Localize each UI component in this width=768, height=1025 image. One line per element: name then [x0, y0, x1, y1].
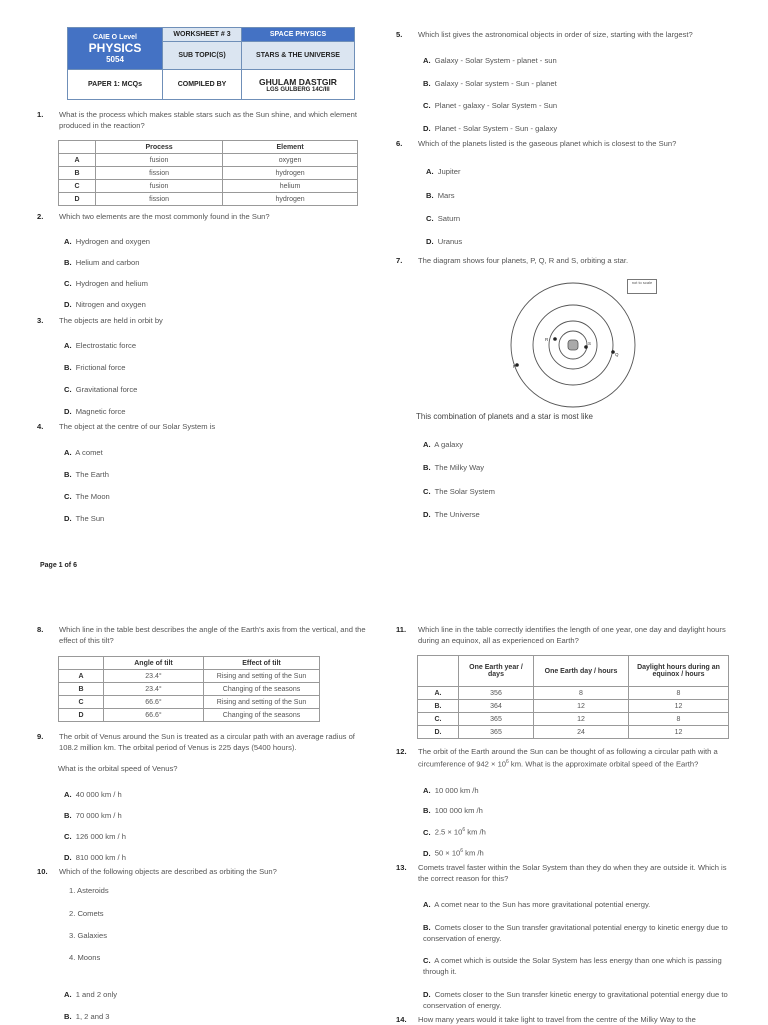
question-number: 5.	[396, 30, 403, 39]
option-unit: km /h	[463, 848, 484, 858]
table-corner	[59, 141, 96, 154]
option-letter: D.	[423, 510, 431, 519]
q9-option-d[interactable]	[64, 853, 126, 862]
question-5	[396, 29, 736, 40]
q2-option-a[interactable]	[64, 237, 150, 246]
q7-follow-text: This combination of planets and a star is most like	[416, 412, 593, 421]
row-label: A	[59, 154, 96, 167]
table-row	[418, 687, 729, 700]
table-row	[59, 709, 320, 722]
table-header: Process	[96, 141, 223, 154]
option-text: Galaxy - Solar system - Sun - planet	[434, 79, 557, 88]
option-letter: C.	[64, 385, 72, 394]
table-corner	[59, 657, 104, 670]
option-text: 126 000 km / h	[75, 832, 126, 841]
option-letter: C.	[64, 832, 72, 841]
table-cell: 12	[629, 700, 729, 713]
option-letter: A.	[423, 786, 431, 795]
q7-option-d[interactable]	[423, 510, 480, 519]
question-14	[396, 1014, 736, 1025]
table-row	[418, 726, 729, 739]
question-number: 6.	[396, 139, 403, 148]
subject-title: PHYSICS	[88, 40, 142, 55]
table-cell: fusion	[96, 180, 223, 193]
table-cell: 66.6°	[104, 696, 204, 709]
option-text: The Solar System	[434, 487, 495, 496]
option-text: The Milky Way	[434, 463, 485, 472]
question-number: 13.	[396, 863, 407, 872]
table-row	[59, 154, 358, 167]
q13-option-a[interactable]	[423, 900, 728, 909]
option-letter: B.	[423, 463, 431, 472]
option-letter: A.	[64, 990, 72, 999]
table-cell: 356	[459, 687, 534, 700]
table-row	[59, 670, 320, 683]
option-text: 1, 2 and 3	[75, 1012, 110, 1021]
option-text: Gravitational force	[75, 385, 138, 394]
option-text: Nitrogen and oxygen	[75, 300, 146, 309]
q4-option-b[interactable]	[64, 470, 109, 479]
q10-option-a[interactable]	[64, 990, 117, 999]
not-to-scale-box: not to scale	[627, 279, 657, 294]
option-text: Electrostatic force	[75, 341, 137, 350]
q9-option-a[interactable]	[64, 790, 122, 799]
option-letter: B.	[64, 258, 72, 267]
table-cell: 23.4°	[104, 683, 204, 696]
table-header: Element	[223, 141, 358, 154]
option-letter: B.	[426, 191, 434, 200]
question-8	[37, 624, 367, 646]
option-letter: B.	[64, 811, 72, 820]
option-text: The Sun	[75, 514, 105, 523]
question-number: 11.	[396, 625, 407, 634]
q13-option-c[interactable]	[423, 955, 723, 977]
question-text: The diagram shows four planets, P, Q, R and S, orbiting a star.	[418, 256, 629, 265]
table-header: Effect of tilt	[204, 657, 320, 670]
q13-option-b[interactable]	[423, 922, 728, 944]
q8-table	[58, 656, 320, 722]
row-label: D	[59, 709, 104, 722]
table-cell: hydrogen	[223, 167, 358, 180]
option-text: Uranus	[437, 237, 463, 246]
table-corner	[418, 656, 459, 687]
topic-label: SPACE PHYSICS	[242, 28, 355, 42]
table-cell: 8	[629, 713, 729, 726]
q10-option-b[interactable]	[64, 1012, 110, 1021]
table-cell: 66.6°	[104, 709, 204, 722]
row-label: C.	[418, 713, 459, 726]
table-row	[59, 683, 320, 696]
option-text: A galaxy	[434, 440, 464, 449]
option-letter: B.	[423, 79, 431, 88]
question-text: Which list gives the astronomical objects in order of size, starting with the largest?	[418, 30, 693, 39]
q12-option-d[interactable]	[423, 848, 484, 858]
q6-option-c[interactable]	[426, 214, 460, 223]
option-text: 10 000 km /h	[434, 786, 479, 795]
q10-item-2: 2. Comets	[69, 909, 104, 918]
exponent: 6	[462, 827, 466, 833]
option-letter: C.	[423, 487, 431, 496]
row-label: B	[59, 167, 96, 180]
option-letter: C.	[423, 956, 431, 965]
question-number: 7.	[396, 256, 403, 265]
option-letter: A.	[64, 790, 72, 799]
table-cell: helium	[223, 180, 358, 193]
author-cell	[242, 70, 355, 100]
question-number: 1.	[37, 110, 44, 119]
subject-code: 5054	[106, 54, 124, 64]
option-letter: C.	[426, 214, 434, 223]
option-letter: B.	[423, 806, 431, 815]
option-letter: D.	[64, 853, 72, 862]
table-row	[59, 167, 358, 180]
question-number: 10.	[37, 867, 48, 876]
option-text: A comet which is outside the Solar System has less energy than one which is passing through it.	[423, 956, 722, 976]
row-label: A	[59, 670, 104, 683]
option-letter: A.	[64, 341, 72, 350]
option-letter: D.	[426, 237, 434, 246]
table-cell: 365	[459, 713, 534, 726]
q3-option-b[interactable]	[64, 363, 126, 372]
row-label: D.	[418, 726, 459, 739]
q4-option-a[interactable]	[64, 448, 103, 457]
question-text: Which of the planets listed is the gaseous planet which is closest to the Sun?	[418, 139, 677, 148]
option-letter: D.	[423, 124, 431, 133]
question-12	[396, 746, 736, 770]
option-letter: B.	[423, 923, 431, 932]
option-text: A comet	[75, 448, 103, 457]
paper-label: PAPER 1: MCQs	[68, 70, 163, 100]
compiled-by-label: COMPILED BY	[163, 70, 242, 100]
table-cell: fission	[96, 193, 223, 206]
q2-option-d[interactable]	[64, 300, 146, 309]
worksheet-number: WORKSHEET # 3	[163, 28, 242, 42]
table-cell: fission	[96, 167, 223, 180]
option-letter: D.	[423, 848, 431, 858]
option-text: Hydrogen and helium	[75, 279, 148, 288]
question-number: 4.	[37, 422, 44, 431]
label-p: P	[513, 364, 517, 369]
option-text: 70 000 km / h	[75, 811, 122, 820]
q3-option-c[interactable]	[64, 385, 137, 394]
subtopic-label: SUB TOPIC(S)	[163, 42, 242, 70]
option-letter: C.	[423, 101, 431, 110]
option-letter: D.	[64, 407, 72, 416]
q9-option-c[interactable]	[64, 832, 126, 841]
row-label: C	[59, 696, 104, 709]
option-letter: A.	[426, 167, 434, 176]
option-text: Comets closer to the Sun transfer kinetic energy to gravitational potential energy due to conservation of energy.	[423, 990, 728, 1010]
label-s: S	[588, 341, 592, 346]
question-text: The objects are held in orbit by	[59, 316, 163, 325]
question-text: Which of the following objects are described as orbiting the Sun?	[59, 867, 277, 876]
question-text: How many years would it take light to travel from the centre of the Milky Way to the	[418, 1015, 696, 1024]
table-row	[418, 700, 729, 713]
question-9	[37, 731, 367, 753]
table-cell: 364	[459, 700, 534, 713]
row-label: C	[59, 180, 96, 193]
option-text: 2.5 × 10	[434, 827, 463, 837]
question-11	[396, 624, 736, 646]
option-text: Frictional force	[75, 363, 126, 372]
table-header: Angle of tilt	[104, 657, 204, 670]
question-number: 9.	[37, 732, 44, 741]
option-text: Saturn	[437, 214, 461, 223]
board-label: CAIE O Level	[93, 33, 137, 41]
question-text: Which two elements are the most commonly found in the Sun?	[59, 212, 270, 221]
option-text: Galaxy - Solar System - planet - sun	[434, 56, 557, 65]
row-label: B.	[418, 700, 459, 713]
worksheet-header	[67, 27, 355, 100]
q12-option-a[interactable]	[423, 786, 479, 795]
q10-item-4: 4. Moons	[69, 953, 101, 962]
option-text: 1 and 2 only	[75, 990, 118, 999]
q5-option-d[interactable]	[423, 124, 557, 133]
table-row	[418, 713, 729, 726]
question-4	[37, 421, 357, 432]
q5-option-a[interactable]	[423, 56, 557, 65]
exponent: 6	[506, 759, 509, 765]
question-number: 14.	[396, 1015, 407, 1024]
q7-option-c[interactable]	[423, 487, 495, 496]
table-header: One Earth day / hours	[534, 656, 629, 687]
text-part: The orbit of the Earth around the Sun can be thought of as following a circular path with a circumference of 942 × 10	[418, 747, 718, 769]
option-text: The Earth	[75, 470, 109, 479]
page-number: Page 1 of 6	[40, 562, 77, 569]
option-letter: C.	[64, 492, 72, 501]
subject-cell	[68, 28, 163, 70]
table-header: One Earth year / days	[459, 656, 534, 687]
q6-option-b[interactable]	[426, 191, 455, 200]
question-3	[37, 315, 357, 326]
author-name: GHULAM DASTGIR	[259, 76, 337, 87]
question-text: Comets travel faster within the Solar System than they do when they are outside it. Which is the correct reason for this?	[418, 863, 727, 883]
table-cell: Changing of the seasons	[204, 683, 320, 696]
q11-table	[417, 655, 729, 739]
question-text: Which line in the table correctly identifies the length of one year, one day and daylight hours during an equinox, all as experienced on Earth?	[418, 625, 726, 645]
planet-r	[553, 337, 557, 341]
question-13	[396, 862, 736, 884]
option-letter: A.	[64, 448, 72, 457]
school-name: LGS GULBERG 14C/III	[266, 86, 330, 93]
table-cell: 12	[629, 726, 729, 739]
table-cell: 365	[459, 726, 534, 739]
q13-option-d[interactable]	[423, 989, 728, 1011]
table-cell: 12	[534, 700, 629, 713]
option-letter: A.	[423, 440, 431, 449]
table-cell: 8	[534, 687, 629, 700]
option-text: Hydrogen and oxygen	[75, 237, 151, 246]
subtopic-value: STARS & THE UNIVERSE	[242, 42, 355, 70]
table-header: Daylight hours during an equinox / hours	[629, 656, 729, 687]
option-text: Comets closer to the Sun transfer gravitational potential energy to kinetic energy due to conservation of energy.	[423, 923, 728, 943]
q9-subquestion: What is the orbital speed of Venus?	[58, 764, 178, 773]
option-letter: A.	[423, 56, 431, 65]
question-6	[396, 138, 736, 149]
q3-option-a[interactable]	[64, 341, 136, 350]
option-text: 50 × 10	[434, 848, 461, 858]
question-text: What is the process which makes stable stars such as the Sun shine, and which element produced in the reaction?	[59, 110, 357, 130]
row-label: D	[59, 193, 96, 206]
option-letter: A.	[64, 237, 72, 246]
exponent: 6	[460, 848, 464, 854]
row-label: B	[59, 683, 104, 696]
option-text: The Moon	[75, 492, 110, 501]
option-letter: D.	[423, 990, 431, 999]
q7-option-b[interactable]	[423, 463, 484, 472]
table-cell: fusion	[96, 154, 223, 167]
q12-option-c[interactable]	[423, 827, 486, 837]
row-label: A.	[418, 687, 459, 700]
label-r: R	[545, 337, 549, 342]
option-letter: B.	[64, 470, 72, 479]
question-2	[37, 211, 357, 222]
question-10	[37, 866, 367, 877]
option-text: 40 000 km / h	[75, 790, 122, 799]
option-letter: D.	[64, 514, 72, 523]
question-number: 8.	[37, 625, 44, 634]
question-7	[396, 255, 736, 266]
table-cell: Changing of the seasons	[204, 709, 320, 722]
q4-option-d[interactable]	[64, 514, 104, 523]
q10-item-1: 1. Asteroids	[69, 886, 109, 895]
option-text: Planet - galaxy - Solar System - Sun	[434, 101, 558, 110]
orbit-diagram	[500, 275, 660, 410]
question-number: 12.	[396, 747, 407, 756]
q2-option-c[interactable]	[64, 279, 148, 288]
table-row	[59, 696, 320, 709]
q7-option-a[interactable]	[423, 440, 463, 449]
option-text: Magnetic force	[75, 407, 126, 416]
table-cell: 24	[534, 726, 629, 739]
table-cell: oxygen	[223, 154, 358, 167]
option-unit: km /h	[465, 827, 486, 837]
option-letter: A.	[423, 900, 431, 909]
text-part: km. What is the approximate orbital speed of the Earth?	[508, 759, 699, 769]
option-letter: C.	[64, 279, 72, 288]
question-text: The object at the centre of our Solar System is	[59, 422, 216, 431]
q12-option-b[interactable]	[423, 806, 483, 815]
option-text: The Universe	[434, 510, 480, 519]
q6-option-a[interactable]	[426, 167, 461, 176]
option-text: Helium and carbon	[75, 258, 140, 267]
table-cell: Rising and setting of the Sun	[204, 670, 320, 683]
q9-option-b[interactable]	[64, 811, 122, 820]
table-cell: 8	[629, 687, 729, 700]
q10-item-3: 3. Galaxies	[69, 931, 107, 940]
table-cell: 23.4°	[104, 670, 204, 683]
option-text: A comet near to the Sun has more gravitational potential energy.	[434, 900, 651, 909]
q1-table	[58, 140, 358, 206]
option-text: Planet - Solar System - Sun - galaxy	[434, 124, 558, 133]
option-text: 100 000 km /h	[434, 806, 483, 815]
question-text: Which line in the table best describes the angle of the Earth's axis from the vertical, and the effect of this tilt?	[59, 625, 366, 645]
q5-option-c[interactable]	[423, 101, 557, 110]
option-letter: B.	[64, 1012, 72, 1021]
option-text: Jupiter	[437, 167, 461, 176]
question-number: 2.	[37, 212, 44, 221]
q2-option-b[interactable]	[64, 258, 139, 267]
option-text: 810 000 km / h	[75, 853, 126, 862]
table-row	[59, 180, 358, 193]
option-letter: C.	[423, 827, 431, 837]
q5-option-b[interactable]	[423, 79, 557, 88]
question-1	[37, 109, 357, 131]
table-cell: hydrogen	[223, 193, 358, 206]
question-text	[418, 746, 736, 770]
option-letter: D.	[64, 300, 72, 309]
question-number: 3.	[37, 316, 44, 325]
star-icon	[568, 340, 578, 350]
question-text: The orbit of Venus around the Sun is treated as a circular path with an average radius of 108.2 million km. The orbital period of Venus is 225 days (5400 hours).	[59, 732, 355, 752]
option-letter: B.	[64, 363, 72, 372]
table-row	[59, 193, 358, 206]
q4-option-c[interactable]	[64, 492, 110, 501]
table-cell: Rising and setting of the Sun	[204, 696, 320, 709]
q3-option-d[interactable]	[64, 407, 126, 416]
option-text: Mars	[437, 191, 455, 200]
label-q: Q	[615, 352, 619, 357]
table-cell: 12	[534, 713, 629, 726]
q6-option-d[interactable]	[426, 237, 462, 246]
